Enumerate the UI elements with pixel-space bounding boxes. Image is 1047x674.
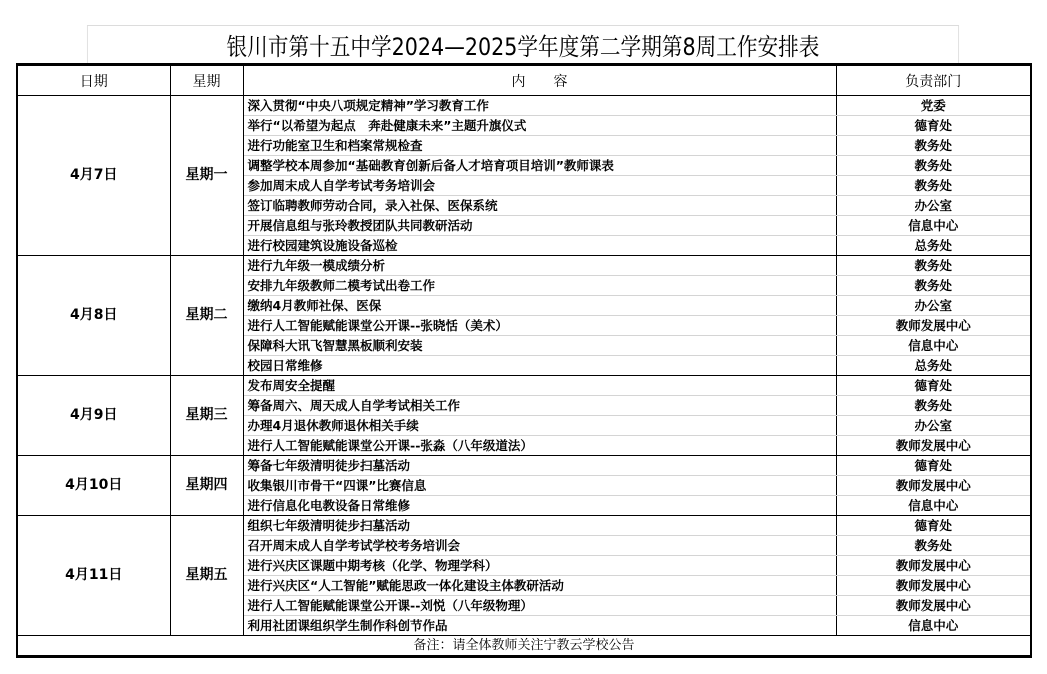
header-department: 负责部门 (836, 65, 1031, 96)
department-cell: 教师发展中心 (836, 576, 1031, 596)
content-cell: 进行校园建筑设施设备巡检 (243, 236, 836, 256)
header-content: 内 容 (243, 65, 836, 96)
department-cell: 德育处 (836, 116, 1031, 136)
content-cell: 深入贯彻“中央八项规定精神”学习教育工作 (243, 96, 836, 116)
department-cell: 德育处 (836, 456, 1031, 476)
department-cell: 信息中心 (836, 216, 1031, 236)
content-cell: 调整学校本周参加“基础教育创新后备人才培育项目培训”教师课表 (243, 156, 836, 176)
table-row (17, 516, 1031, 536)
department-cell: 教务处 (836, 136, 1031, 156)
department-cell: 德育处 (836, 376, 1031, 396)
content-cell: 进行九年级一模成绩分析 (243, 256, 836, 276)
footer-row (17, 636, 1031, 657)
content-cell: 利用社团课组织学生制作科创节作品 (243, 616, 836, 636)
content-cell: 进行信息化电教设备日常维修 (243, 496, 836, 516)
weekday-cell: 星期四 (170, 456, 243, 516)
department-cell: 教师发展中心 (836, 476, 1031, 496)
content-cell: 筹备周六、周天成人自学考试相关工作 (243, 396, 836, 416)
content-cell: 参加周末成人自学考试考务培训会 (243, 176, 836, 196)
department-cell: 办公室 (836, 196, 1031, 216)
content-cell: 签订临聘教师劳动合同，录入社保、医保系统 (243, 196, 836, 216)
content-cell: 保障科大讯飞智慧黑板顺利安装 (243, 336, 836, 356)
header-row (17, 65, 1031, 96)
department-cell: 教务处 (836, 176, 1031, 196)
table-row (17, 456, 1031, 476)
content-cell: 组织七年级清明徒步扫墓活动 (243, 516, 836, 536)
table-row (17, 96, 1031, 116)
content-cell: 筹备七年级清明徒步扫墓活动 (243, 456, 836, 476)
table-row (17, 256, 1031, 276)
department-cell: 总务处 (836, 236, 1031, 256)
content-cell: 开展信息组与张玲教授团队共同教研活动 (243, 216, 836, 236)
date-cell: 4月10日 (17, 456, 170, 516)
department-cell: 教务处 (836, 536, 1031, 556)
department-cell: 信息中心 (836, 496, 1031, 516)
schedule-sheet (16, 25, 1030, 658)
header-date: 日期 (17, 65, 170, 96)
content-cell: 办理4月退休教师退休相关手续 (243, 416, 836, 436)
content-cell: 发布周安全提醒 (243, 376, 836, 396)
content-cell: 进行功能室卫生和档案常规检查 (243, 136, 836, 156)
content-cell: 收集银川市骨干“四课”比赛信息 (243, 476, 836, 496)
department-cell: 总务处 (836, 356, 1031, 376)
department-cell: 教务处 (836, 276, 1031, 296)
weekday-cell: 星期一 (170, 96, 243, 256)
department-cell: 教师发展中心 (836, 316, 1031, 336)
content-cell: 进行兴庆区“人工智能”赋能思政一体化建设主体教研活动 (243, 576, 836, 596)
content-cell: 进行兴庆区课题中期考核（化学、物理学科） (243, 556, 836, 576)
department-cell: 信息中心 (836, 616, 1031, 636)
content-cell: 进行人工智能赋能课堂公开课--张淼（八年级道法） (243, 436, 836, 456)
sheet-title-box (87, 25, 959, 63)
weekday-cell: 星期五 (170, 516, 243, 636)
date-cell: 4月8日 (17, 256, 170, 376)
date-cell: 4月11日 (17, 516, 170, 636)
department-cell: 办公室 (836, 416, 1031, 436)
schedule-table (16, 63, 1032, 658)
department-cell: 教务处 (836, 156, 1031, 176)
date-cell: 4月9日 (17, 376, 170, 456)
content-cell: 进行人工智能赋能课堂公开课--刘悦（八年级物理） (243, 596, 836, 616)
department-cell: 教师发展中心 (836, 436, 1031, 456)
weekday-cell: 星期二 (170, 256, 243, 376)
weekday-cell: 星期三 (170, 376, 243, 456)
content-cell: 缴纳4月教师社保、医保 (243, 296, 836, 316)
content-cell: 安排九年级教师二模考试出卷工作 (243, 276, 836, 296)
department-cell: 教师发展中心 (836, 556, 1031, 576)
department-cell: 办公室 (836, 296, 1031, 316)
content-cell: 校园日常维修 (243, 356, 836, 376)
content-cell: 进行人工智能赋能课堂公开课--张晓恬（美术） (243, 316, 836, 336)
table-row (17, 376, 1031, 396)
footer-note: 备注：请全体教师关注宁教云学校公告 (17, 636, 1031, 657)
date-cell: 4月7日 (17, 96, 170, 256)
department-cell: 德育处 (836, 516, 1031, 536)
department-cell: 信息中心 (836, 336, 1031, 356)
header-weekday: 星期 (170, 65, 243, 96)
schedule-body (17, 96, 1031, 636)
department-cell: 党委 (836, 96, 1031, 116)
sheet-title: 银川市第十五中学2024—2025学年度第二学期第8周工作安排表 (226, 33, 820, 61)
department-cell: 教务处 (836, 396, 1031, 416)
department-cell: 教务处 (836, 256, 1031, 276)
content-cell: 举行“以希望为起点 奔赴健康未来”主题升旗仪式 (243, 116, 836, 136)
content-cell: 召开周末成人自学考试学校考务培训会 (243, 536, 836, 556)
department-cell: 教师发展中心 (836, 596, 1031, 616)
